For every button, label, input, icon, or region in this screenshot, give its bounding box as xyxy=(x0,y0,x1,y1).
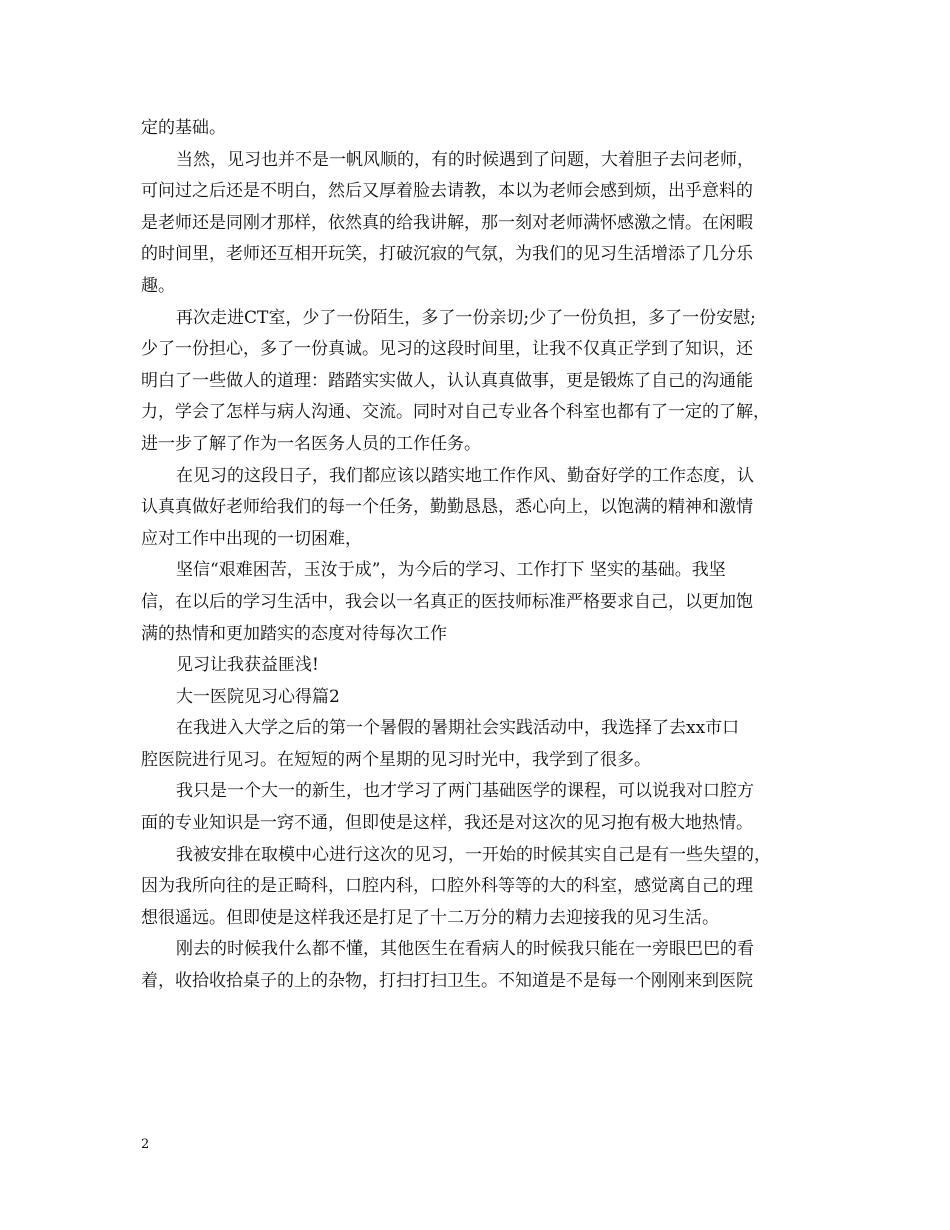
text-line: 我被安排在取模中心进行这次的见习，一开始的时候其实自己是有一些失望的， xyxy=(176,844,771,865)
text-line: 见习让我获益匪浅! xyxy=(176,655,319,676)
text-line: 面的专业知识是一窍不通，但即使是这样，我还是对这次的见习抱有极大地热情。 xyxy=(141,813,753,834)
text-line: 的时间里，老师还互相开玩笑，打破沉寂的气氛，为我们的见习生活增添了几分乐 xyxy=(141,244,753,265)
text-line: 趣。 xyxy=(141,275,175,296)
text-line: 力，学会了怎样与病人沟通、交流。同时对自己专业各个科室也都有了一定的了解， xyxy=(141,402,770,423)
text-line: 当然，见习也并不是一帆风顺的，有的时候遇到了问题，大着胆子去问老师， xyxy=(176,149,754,170)
page-number: 2 xyxy=(141,1137,150,1152)
text-line: 腔医院进行见习。在短短的两个星期的见习时光中，我学到了很多。 xyxy=(141,749,651,770)
text-line: 应对工作中出现的一切困难， xyxy=(141,528,362,549)
text-line: 在见习的这段日子，我们都应该以踏实地工作作风、勤奋好学的工作态度，认 xyxy=(176,465,754,486)
text-line: 进一步了解了作为一名医务人员的工作任务。 xyxy=(141,433,481,454)
text-line: 坚信“艰难困苦，玉汝于成”，为今后的学习、工作打下 坚实的基础。我坚 xyxy=(176,560,726,581)
text-line: 明白了一些做人的道理：踏踏实实做人，认认真真做事，更是锻炼了自己的沟通能 xyxy=(141,370,753,391)
text-line: 着，收拾收拾桌子的上的杂物，打扫打扫卫生。不知道是不是每一个刚刚来到医院 xyxy=(141,971,753,992)
text-line: 再次走进CT室，少了一份陌生，多了一份亲切;少了一份负担，多了一份安慰; xyxy=(176,307,756,328)
text-line: 我只是一个大一的新生，也才学习了两门基础医学的课程，可以说我对口腔方 xyxy=(176,781,754,802)
text-line: 可问过之后还是不明白，然后又厚着脸去请教，本以为老师会感到烦，出乎意料的 xyxy=(141,181,753,202)
text-line: 信，在以后的学习生活中，我会以一名真正的医技师标准严格要求自己，以更加饱 xyxy=(141,591,753,612)
text-line: 在我进入大学之后的第一个暑假的暑期社会实践活动中，我选择了去xx市口 xyxy=(176,718,740,739)
text-line: 少了一份担心，多了一份真诚。见习的这段时间里，让我不仅真正学到了知识，还 xyxy=(141,339,753,360)
text-line: 满的热情和更加踏实的态度对待每次工作 xyxy=(141,623,447,644)
text-line: 认真真做好老师给我们的每一个任务，勤勤恳恳，悉心向上，以饱满的精神和激情 xyxy=(141,497,753,518)
text-line: 因为我所向往的是正畸科，口腔内科，口腔外科等等的大的科室，感觉离自己的理 xyxy=(141,876,753,897)
text-line: 大一医院见习心得篇2 xyxy=(176,686,340,707)
text-line: 想很遥远。但即使是这样我还是打足了十二万分的精力去迎接我的见习生活。 xyxy=(141,907,719,928)
text-line: 定的基础。 xyxy=(141,118,226,138)
text-line: 是老师还是同刚才那样，依然真的给我讲解，那一刻对老师满怀感激之情。在闲暇 xyxy=(141,212,753,233)
document-body xyxy=(141,113,823,998)
text-line: 刚去的时候我什么都不懂，其他医生在看病人的时候我只能在一旁眼巴巴的看 xyxy=(176,939,754,960)
